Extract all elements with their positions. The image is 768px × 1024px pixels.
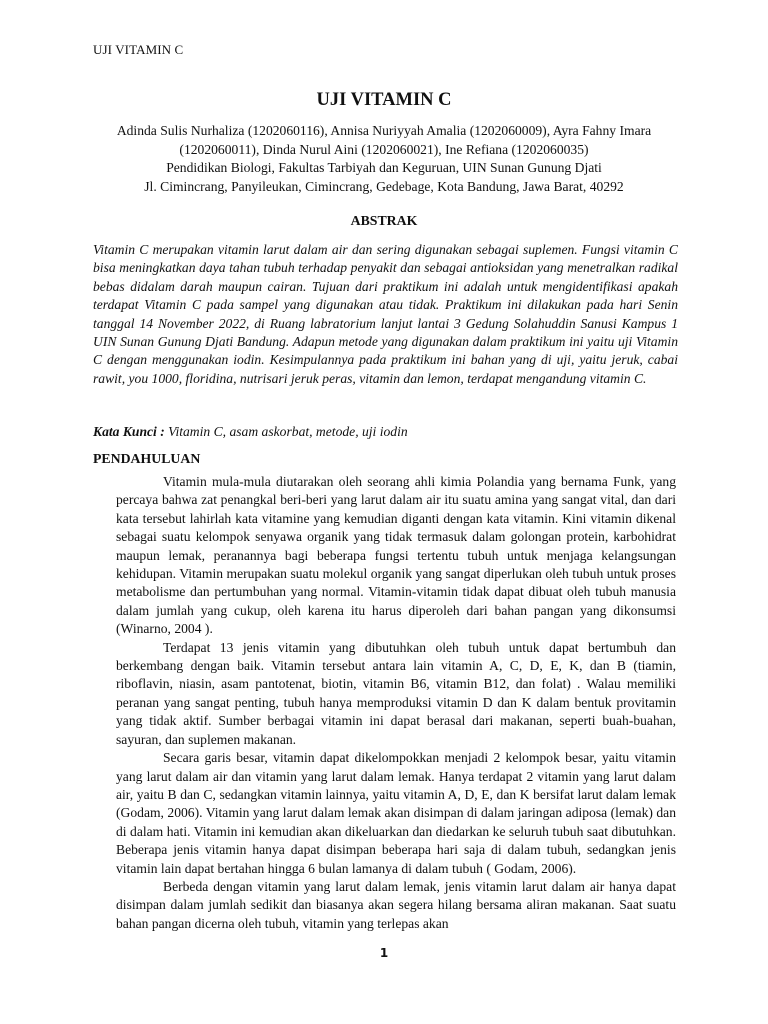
paragraph: Secara garis besar, vitamin dapat dikelompokkan menjadi 2 kelompok besar, yaitu vitamin yang larut dalam air dan vitamin yang larut dalam lemak. Hanya terdapat 2 vitamin yang larut dalam air, yaitu B dan C, sedangkan vitamin lainnya, yaitu vitamin A, D, E, dan K bersifat larut dalam lemak (Godam, 2006). Vitamin yang larut dalam lemak akan disimpan di dalam jaringan adiposa (lemak) dan di dalam hati. Vitamin ini kemudian akan dikeluarkan dan diedarkan ke seluruh tubuh saat dibutuhkan. Beberapa jenis vitamin hanya dapat disimpan beberapa hari saja di dalam tubuh, sedangkan jenis vitamin lain dapat bertahan hingga 6 bulan lamanya di dalam tubuh ( Godam, 2006).	[116, 750, 676, 876]
paper-title: UJI VITAMIN C	[316, 90, 452, 110]
running-head: UJI VITAMIN C	[93, 42, 184, 57]
keywords-text: Vitamin C, asam askorbat, metode, uji iodin	[164, 424, 408, 439]
author-list: Adinda Sulis Nurhaliza (1202060116), Annisa Nuriyyah Amalia (1202060009), Ayra Fahny Imara (1202060011), Dinda Nurul Aini (1202060021), Ine Refiana (1202060035)	[116, 123, 652, 157]
abstract-text: Vitamin C merupakan vitamin larut dalam air dan sering digunakan sebagai suplemen. Fungsi vitamin C bisa meningkatkan daya tahan tubuh terhadap penyakit dan sebagai antioksidan yang menetralkan radikal bebas didalam darah maupun cairan. Tujuan dari praktikum ini adalah untuk mengidentifikasi apakah terdapat Vitamin C pada sampel yang digunakan atau tidak. Praktikum ini dilakukan pada hari Senin tanggal 14 November 2022, di Ruang labratorium lanjut lantai 3 Gedung Solahuddin Sanusi Kampus 1 UIN Sunan Gunung Djati Bandung. Adapun metode yang digunakan dalam praktikum ini yaitu uji Vitamin C dengan menggunakan iodin. Kesimpulannya pada praktikum ini bahan yang di uji, yaitu jeruk, cabai rawit, you 1000, floridina, nutrisari jeruk peras, vitamin dan lemon, terdapat mengandung vitamin C.	[93, 242, 678, 386]
keywords	[93, 424, 678, 440]
paragraph: Berbeda dengan vitamin yang larut dalam lemak, jenis vitamin larut dalam air hanya dapat disimpan dalam jumlah sedikit dan biasanya akan segera hilang bersama aliran makanan. Saat suatu bahan pangan dicerna oleh tubuh, vitamin yang terlepas akan	[116, 878, 676, 931]
paragraph: Terdapat 13 jenis vitamin yang dibutuhkan oleh tubuh untuk dapat bertumbuh dan berkembang dengan baik. Vitamin tersebut antara lain vitamin A, C, D, E, K, dan B (tiamin, riboflavin, niasin, asam pantotenat, biotin, vitamin B6, vitamin B12, dan folat) . Walau memiliki peranan yang sangat penting, tubuh hanya memproduksi vitamin D dan K dalam bentuk provitamin yang tidak aktif. Sumber berbagai vitamin ini dapat berasal dari makanan, seperti buah-buahan, sayuran, dan suplemen makanan.	[116, 639, 676, 747]
abstract-heading: ABSTRAK	[350, 213, 418, 228]
address: Jl. Cimincrang, Panyileukan, Cimincrang, Gedebage, Kota Bandung, Jawa Barat, 40292	[144, 178, 624, 194]
abstract-body	[93, 241, 678, 388]
keywords-label: Kata Kunci :	[93, 424, 165, 439]
affiliation: Pendidikan Biologi, Fakultas Tarbiyah dan Keguruan, UIN Sunan Gunung Djati	[166, 160, 602, 175]
section-heading: PENDAHULUAN	[93, 451, 201, 466]
author-block	[90, 122, 678, 196]
paragraph: Vitamin mula-mula diutarakan oleh seorang ahli kimia Polandia yang bernama Funk, yang percaya bahwa zat penangkal beri-beri yang larut dalam air itu suatu amina yang sangat vital, dan dari kata tersebut lahirlah kata vitamine yang kemudian diganti dengan kata vitamin. Kini vitamin dikenal sebagai suatu kelompok senyawa organik yang tidak termasuk dalam golongan protein, karbohidrat maupun lemak, peranannya bagi beberapa fungsi tertentu tubuh untuk menjaga kelangsungan kehidupan. Vitamin merupakan suatu molekul organik yang sangat diperlukan oleh tubuh untuk proses metabolisme dan pertumbuhan yang normal. Vitamin-vitamin tidak dapat dibuat oleh tubuh manusia dalam jumlah yang cukup, oleh karena itu harus diperoleh dari bahan pangan yang dikonsumsi (Winarno, 2004 ).	[116, 474, 676, 637]
section-body	[116, 473, 676, 933]
page-number: 1	[379, 946, 389, 960]
